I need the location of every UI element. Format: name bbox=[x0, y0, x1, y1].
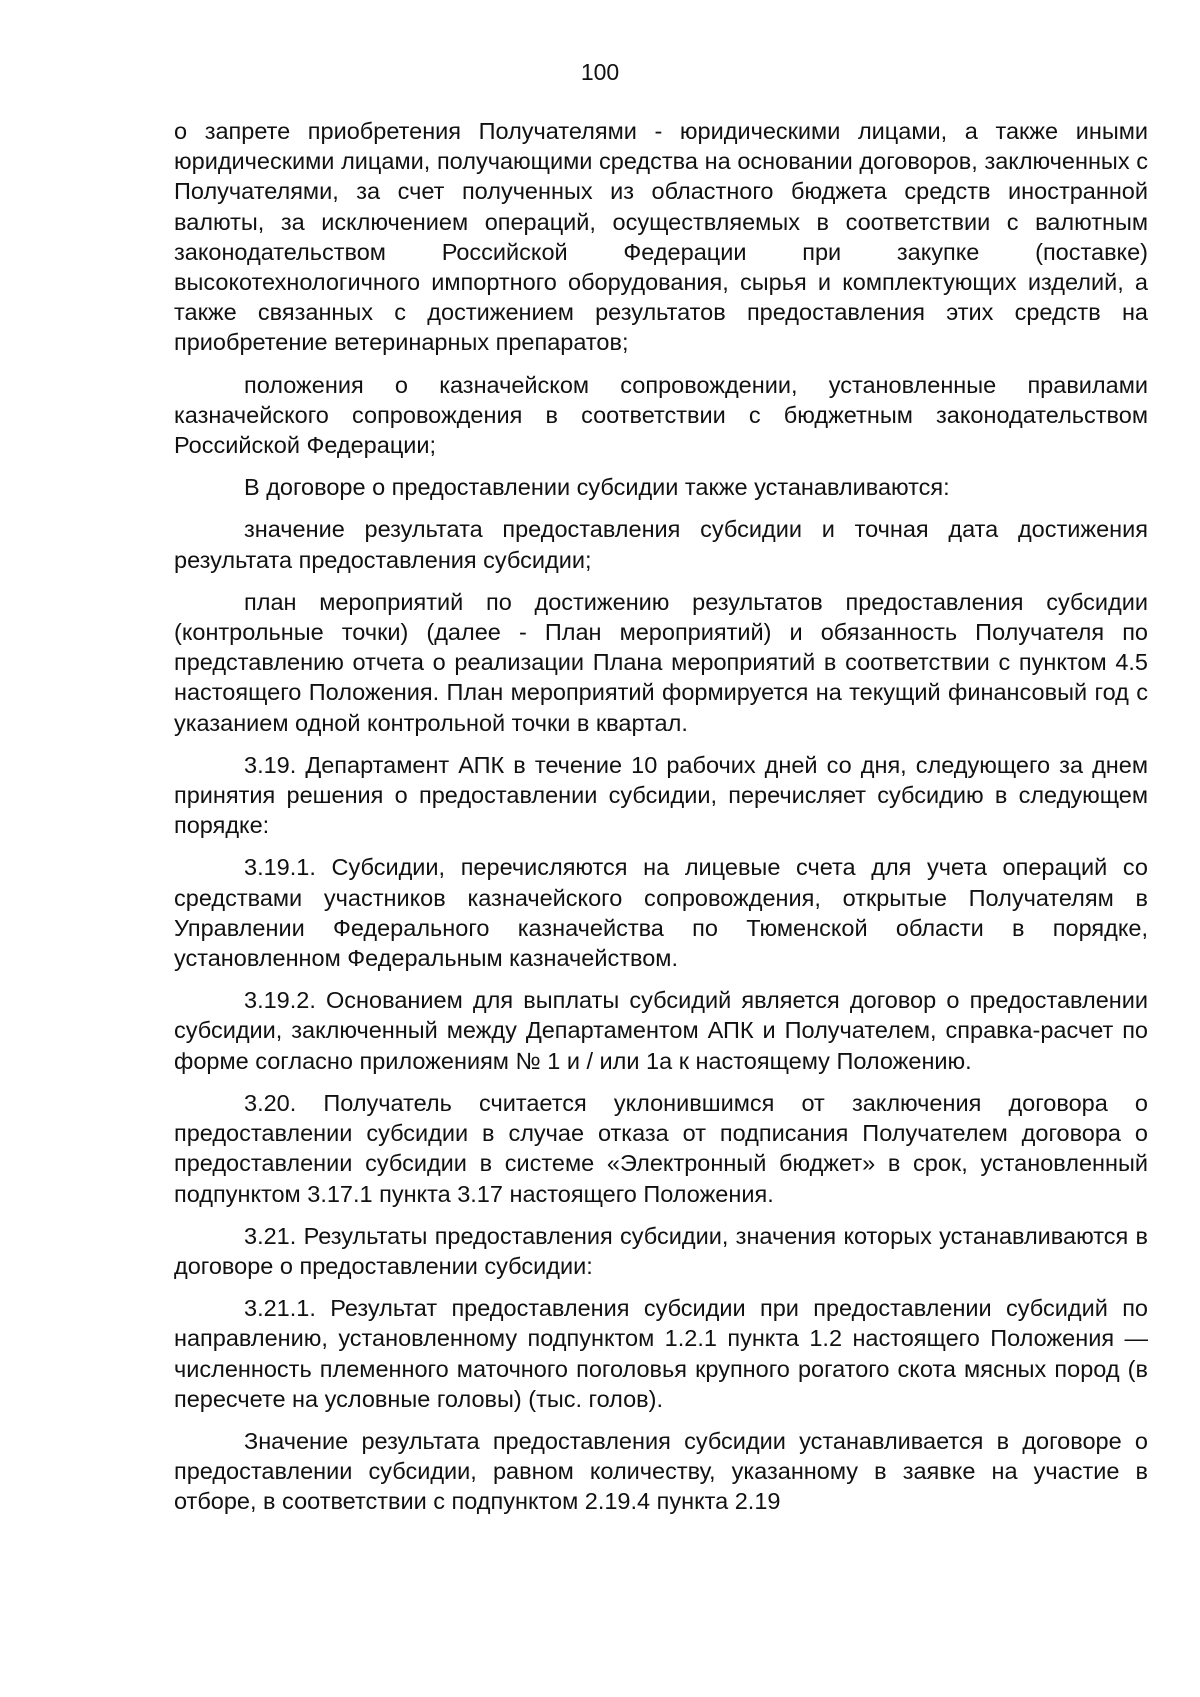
paragraph: 3.19. Департамент АПК в течение 10 рабочих дней со дня, следующего за днем принятия решения о предоставлении субсидии, перечисляет субсидию в следующем порядке: bbox=[174, 751, 1148, 839]
page-number: 100 bbox=[580, 59, 620, 85]
paragraph: план мероприятий по достижению результатов предоставления субсидии (контрольные точки) (далее - План мероприятий) и обязанность Получателя по представлению отчета о реализации Плана мероприятий в соответствии с пунктом 4.5 настоящего Положения. План мероприятий формируется на текущий финансовый год с указанием одной контрольной точки в квартал. bbox=[174, 588, 1148, 736]
paragraph: 3.19.2. Основанием для выплаты субсидий является договор о предоставлении субсидии, заключенный между Департаментом АПК и Получателем, справка-расчет по форме согласно приложениям № 1 и / или 1а к настоящему Положению. bbox=[174, 987, 1148, 1074]
paragraph: Значение результата предоставления субсидии устанавливается в договоре о предоставлении субсидии, равном количеству, указанному в заявке на участие в отборе, в соответствии с подпунктом 2.19.4 пункта 2.19 bbox=[174, 1427, 1148, 1515]
paragraph: В договоре о предоставлении субсидии также устанавливаются: bbox=[244, 474, 950, 501]
paragraph: значение результата предоставления субсидии и точная дата достижения результата предоставления субсидии; bbox=[174, 516, 1148, 573]
paragraph: 3.21. Результаты предоставления субсидии, значения которых устанавливаются в договоре о предоставлении субсидии: bbox=[174, 1222, 1148, 1279]
paragraph: 3.19.1. Субсидии, перечисляются на лицевые счета для учета операций со средствами участников казначейского сопровождения, открытые Получателям в Управлении Федерального казначейства по Тюменской области в порядке, установленном Федеральным казначейством. bbox=[174, 854, 1148, 972]
paragraph: 3.20. Получатель считается уклонившимся от заключения договора о предоставлении субсидии в случае отказа от подписания Получателем договора о предоставлении субсидии в системе «Электронный бюджет» в срок, установленный подпунктом 3.17.1 пункта 3.17 настоящего Положения. bbox=[174, 1089, 1148, 1207]
paragraph: 3.21.1. Результат предоставления субсидии при предоставлении субсидий по направлению, установленному подпунктом 1.2.1 пункта 1.2 настоящего Положения — численность племенного маточного поголовья крупного рогатого скота мясных пород (в пересчете на условные головы) (тыс. голов). bbox=[174, 1295, 1148, 1412]
document-body bbox=[174, 116, 1148, 1529]
paragraph: о запрете приобретения Получателями - юридическими лицами, а также иными юридическими лицами, получающими средства на основании договоров, заключенных с Получателями, за счет полученных из областного бюджета средств иностранной валюты, за исключением операций, осуществляемых в соответствии с валютным законодательством Российской Федерации при закупке (поставке) высокотехнологичного импортного оборудования, сырья и комплектующих изделий, а также связанных с достижением результатов предоставления этих средств на приобретение ветеринарных препаратов; bbox=[174, 118, 1148, 356]
paragraph: положения о казначейском сопровождении, установленные правилами казначейского сопровождения в соответствии с бюджетным законодательством Российской Федерации; bbox=[174, 371, 1148, 459]
